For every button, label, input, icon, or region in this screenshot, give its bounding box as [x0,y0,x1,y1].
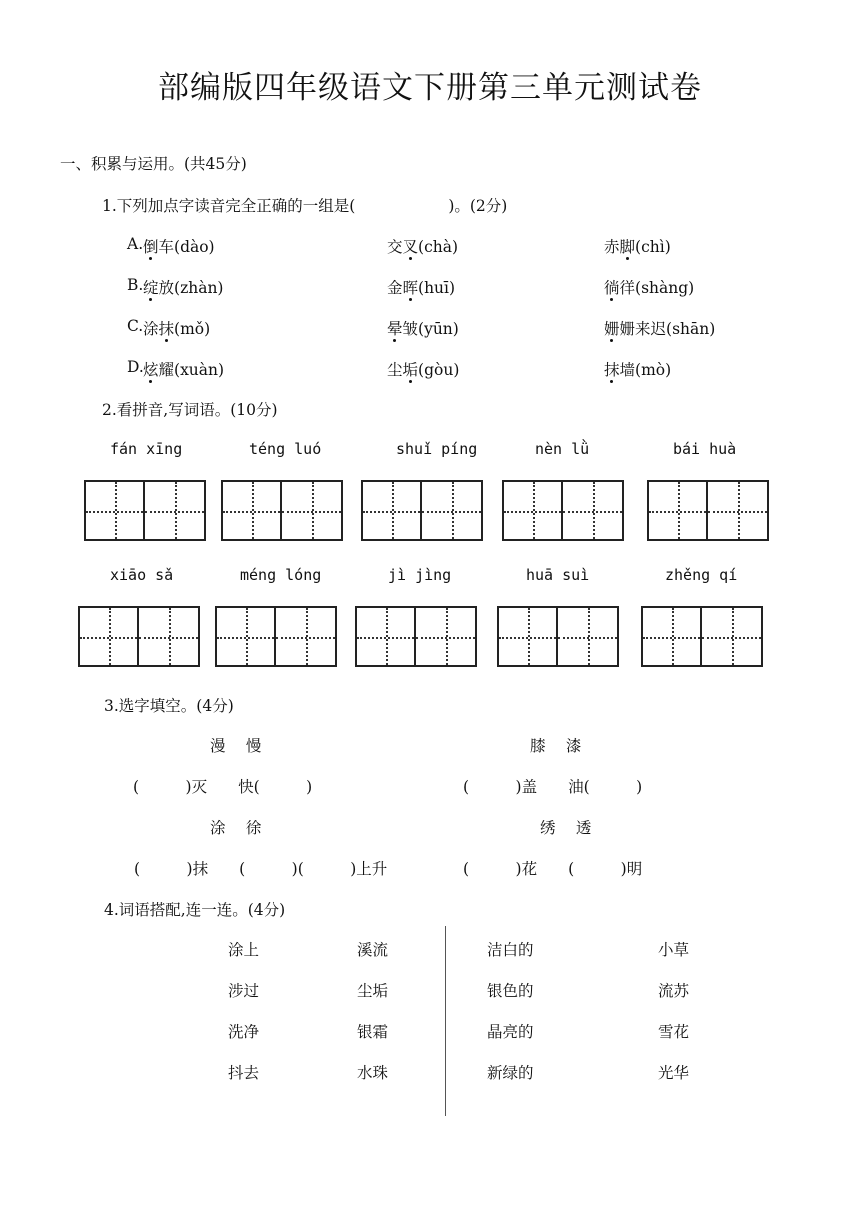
dotted-character: 徜 [604,279,620,297]
writing-grid[interactable] [84,480,206,541]
q3-group1-chars: 漫 慢 [210,737,262,755]
match-word[interactable]: 尘垢 [357,982,389,1000]
pinyin-label: méng lóng [240,566,322,584]
match-word[interactable]: 光华 [658,1064,690,1082]
tian-zi-ge-cell[interactable] [215,606,276,667]
match-word[interactable]: 晶亮的 [487,1023,534,1041]
option-label [127,235,143,253]
q3-group3-chars: 涂 徐 [210,819,262,837]
match-word[interactable]: 洁白的 [487,941,534,959]
word-text: 尘 [387,361,403,379]
match-word[interactable]: 流苏 [658,982,690,1000]
tian-zi-ge-cell[interactable] [502,480,563,541]
q3-group2-blanks[interactable]: ( )盖 油( ) [463,778,643,796]
word-text: 赤 [604,238,620,256]
tian-zi-ge-cell[interactable] [641,606,702,667]
writing-grid[interactable] [502,480,624,541]
section-heading: 一、积累与运用。(共45分) [60,155,247,173]
pinyin-label: nèn lǜ [535,440,590,458]
dotted-character: 晖 [402,279,419,297]
writing-grid[interactable] [647,480,769,541]
match-word[interactable]: 洗净 [228,1023,260,1041]
q3-group4-blanks[interactable]: ( )花 ( )明 [463,860,643,878]
writing-grid[interactable] [361,480,483,541]
option-letter: C. [127,317,144,335]
writing-grid[interactable] [497,606,619,667]
option-label [127,317,143,335]
pinyin-label: jì jìng [388,566,452,584]
writing-grid[interactable] [641,606,763,667]
option-a [143,358,224,380]
pinyin-label: téng luó [249,440,322,458]
pinyin-label: xiāo sǎ [110,566,174,584]
dotted-character: 倒 [143,238,159,256]
word-text: (chì) [635,238,671,256]
option-a [143,276,223,298]
tian-zi-ge-cell[interactable] [497,606,558,667]
match-word[interactable]: 雪花 [658,1023,690,1041]
match-word[interactable]: 银色的 [487,982,534,1000]
tian-zi-ge-cell[interactable] [422,480,483,541]
tian-zi-ge-cell[interactable] [355,606,416,667]
question-3-prompt: 3.选字填空。(4分) [104,697,234,715]
match-word[interactable]: 涂上 [228,941,260,959]
pinyin-label: bái huà [673,440,737,458]
option-c [604,358,671,380]
option-b [387,235,458,257]
tian-zi-ge-cell[interactable] [139,606,200,667]
tian-zi-ge-cell[interactable] [221,480,282,541]
question-2-prompt: 2.看拼音,写词语。(10分) [102,401,278,419]
writing-grid[interactable] [78,606,200,667]
option-label [127,358,144,376]
dotted-character: 抹 [158,320,175,338]
word-text: (mǒ) [174,320,211,338]
tian-zi-ge-cell[interactable] [276,606,337,667]
option-c [604,235,671,257]
option-a [143,235,215,257]
tian-zi-ge-cell[interactable] [558,606,619,667]
q3-group4-chars: 绣 透 [540,819,592,837]
pinyin-label: huā suì [526,566,590,584]
word-text: (huī) [418,279,456,297]
word-text: 交 [387,238,403,256]
tian-zi-ge-cell[interactable] [145,480,206,541]
dotted-character: 晕 [387,320,403,338]
pinyin-label: shuǐ píng [396,440,478,458]
option-letter: B. [127,276,144,294]
option-b [387,276,455,298]
word-text: 放(zhàn) [158,279,224,297]
match-word[interactable]: 小草 [658,941,690,959]
match-word[interactable]: 涉过 [228,982,260,1000]
pinyin-label: fán xīng [110,440,183,458]
word-text: 耀(xuàn) [158,361,225,379]
column-divider [445,926,446,1116]
dotted-character: 炫 [143,361,159,379]
option-c [604,317,715,339]
option-b [387,358,459,380]
q3-group3-blanks[interactable]: ( )抹 ( )( )上升 [134,860,388,878]
word-text: 金 [387,279,403,297]
word-text: 皱(yūn) [402,320,459,338]
match-word[interactable]: 新绿的 [487,1064,534,1082]
tian-zi-ge-cell[interactable] [282,480,343,541]
q3-group1-blanks[interactable]: ( )灭 快( ) [133,778,313,796]
option-label [127,276,143,294]
dotted-character: 姗 [604,320,620,338]
dotted-character: 抹 [604,361,620,379]
tian-zi-ge-cell[interactable] [563,480,624,541]
match-word[interactable]: 银霜 [357,1023,389,1041]
match-word[interactable]: 抖去 [228,1064,260,1082]
dotted-character: 绽 [143,279,159,297]
word-text: (gòu) [418,361,460,379]
question-4-prompt: 4.词语搭配,连一连。(4分) [104,901,286,919]
writing-grid[interactable] [215,606,337,667]
dotted-character: 脚 [619,238,636,256]
tian-zi-ge-cell[interactable] [78,606,139,667]
writing-grid[interactable] [355,606,477,667]
page-title: 部编版四年级语文下册第三单元测试卷 [158,70,702,106]
option-b [387,317,459,339]
tian-zi-ge-cell[interactable] [708,480,769,541]
word-text: 涂 [143,320,159,338]
dotted-character: 垢 [402,361,419,379]
pinyin-label: zhěng qí [665,566,738,584]
match-word[interactable]: 水珠 [357,1064,389,1082]
q3-group2-chars: 膝 漆 [530,737,582,755]
option-letter: A. [127,235,144,253]
option-c [604,276,694,298]
match-word[interactable]: 溪流 [357,941,389,959]
tian-zi-ge-cell[interactable] [416,606,477,667]
word-text: 墙(mò) [619,361,672,379]
dotted-character: 叉 [402,238,419,256]
option-a [143,317,210,339]
word-text: 徉(shàng) [619,279,695,297]
option-letter: D. [127,358,144,376]
tian-zi-ge-cell[interactable] [647,480,708,541]
tian-zi-ge-cell[interactable] [84,480,145,541]
writing-grid[interactable] [221,480,343,541]
tian-zi-ge-cell[interactable] [361,480,422,541]
question-1-prompt: 1.下列加点字读音完全正确的一组是( )。(2分) [102,197,508,215]
word-text: 姗来迟(shān) [619,320,716,338]
tian-zi-ge-cell[interactable] [702,606,763,667]
word-text: 车(dào) [158,238,215,256]
word-text: (chà) [418,238,459,256]
